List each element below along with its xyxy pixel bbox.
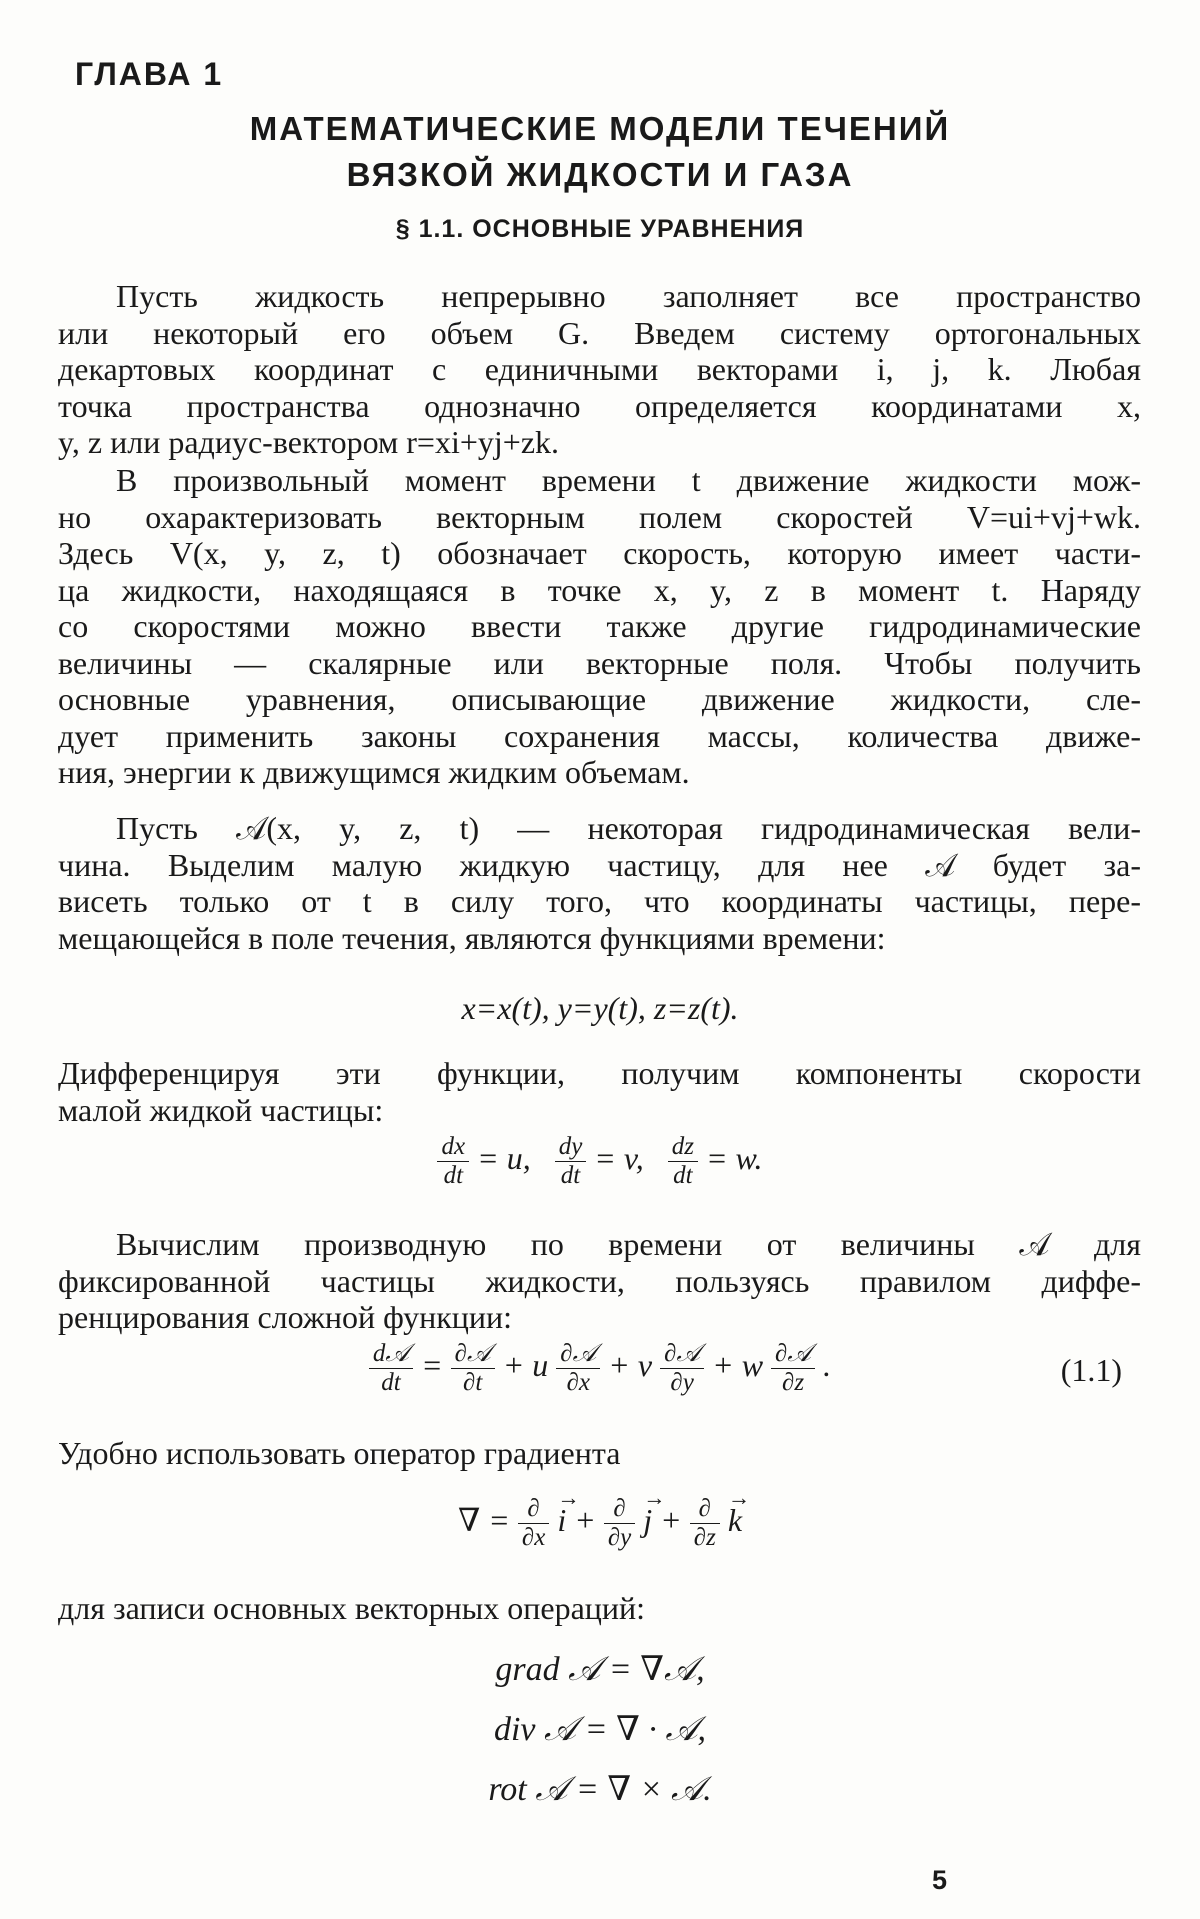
- text-line: Пусть жидкость непрерывно заполняет все пространство: [116, 278, 1141, 314]
- text-line: висеть только от t в силу того, что координаты частицы, пере-: [58, 883, 1141, 919]
- paragraph-6: [58, 1435, 1141, 1472]
- equation-1-1: $\frac{\text{d𝒜}}{dt}$ = $\frac{\text{∂𝒜}}{\partial t}$ + u $\frac{\text{∂𝒜}}{\partial x}$ + v $\frac{\text{∂𝒜}}{\partial y}$ + w $\frac{\text{∂𝒜}}{\partial z}$ . (1.1): [0, 1340, 1200, 1397]
- chapter-heading: ГЛАВА 1: [75, 56, 224, 92]
- fraction: $\frac{dz}{dt}$: [668, 1133, 698, 1190]
- text-line: ца жидкости, находящаяся в точке x, y, z в момент t. Наряду: [58, 571, 1141, 608]
- paragraph-5: [58, 1226, 1141, 1336]
- paragraph-7: [58, 1590, 1141, 1627]
- text-line: Здесь V(x, y, z, t) обозначает скорость, которую имеет части-: [58, 535, 1141, 571]
- chapter-title-line-2: ВЯЗКОЙ ЖИДКОСТИ И ГАЗА: [346, 156, 854, 193]
- fraction: $\frac{\text{d𝒜}}{dt}$: [369, 1340, 413, 1397]
- text-line: дует применить законы сохранения массы, количества движе-: [58, 717, 1141, 754]
- fraction: $\frac{\partial}{\partial z}$: [690, 1495, 720, 1552]
- equation-number: (1.1): [1060, 1352, 1122, 1388]
- text-line: величины — скалярные или векторные поля. Чтобы получить: [58, 644, 1141, 681]
- fraction: $\frac{\text{∂𝒜}}{\partial y}$: [660, 1340, 704, 1397]
- fraction: $\frac{\text{∂𝒜}}{\partial x}$: [556, 1340, 600, 1397]
- text-line: Вычислим производную по времени от величины 𝒜 для: [116, 1226, 1141, 1262]
- fraction: $\frac{dy}{dt}$: [555, 1133, 587, 1190]
- paragraph-1: [58, 278, 1141, 461]
- fraction: $\frac{\partial}{\partial y}$: [604, 1495, 635, 1552]
- text-line: со скоростями можно ввести также другие гидродинамические: [58, 608, 1141, 644]
- equation-nabla: ∇ = $\frac{\partial}{\partial x}$ → i + $\frac{\partial}{\partial y}$ → j + $\frac{\partial}{\partial z}$ → k: [0, 1495, 1200, 1552]
- paragraph-3: [58, 810, 1141, 956]
- fraction: $\frac{\text{∂𝒜}}{\partial t}$: [451, 1340, 495, 1397]
- equation-coordinates: x=x(t), y=y(t), z=z(t).: [461, 990, 739, 1026]
- section-heading: § 1.1. ОСНОВНЫЕ УРАВНЕНИЯ: [395, 215, 805, 243]
- text-line: ренцирования сложной функции:: [58, 1299, 513, 1335]
- page-number: 5: [932, 1865, 948, 1895]
- rot-formula: rot 𝒜 = ∇ × 𝒜.: [488, 1771, 712, 1808]
- text-line: точка пространства однозначно определяется координатами x,: [58, 387, 1141, 424]
- text-line: Пусть 𝒜(x, y, z, t) — некоторая гидродинамическая вели-: [116, 810, 1141, 846]
- grad-formula: grad 𝒜 = ∇𝒜,: [495, 1651, 705, 1688]
- chapter-title-line-1: МАТЕМАТИЧЕСКИЕ МОДЕЛИ ТЕЧЕНИЙ: [249, 110, 951, 147]
- text-line: фиксированной частицы жидкости, пользуясь правилом диффе-: [58, 1262, 1141, 1299]
- text-line: ния, энергии к движущимся жидким объемам.: [58, 754, 690, 790]
- div-formula: div 𝒜 = ∇ · 𝒜,: [493, 1711, 707, 1748]
- text-line: чина. Выделим малую жидкую частицу, для нее 𝒜 будет за-: [58, 846, 1141, 883]
- paragraph-4: [58, 1055, 1141, 1128]
- fraction: $\frac{dx}{dt}$: [437, 1133, 469, 1190]
- text-line: малой жидкой частицы:: [58, 1091, 384, 1128]
- text-line: мещающейся в поле течения, являются функциями времени:: [58, 919, 886, 956]
- text-line: но охарактеризовать векторным полем скоростей V=ui+vj+wk.: [58, 498, 1141, 535]
- text-line: y, z или радиус-вектором r=xi+yj+zk.: [58, 424, 560, 460]
- text-line: или некоторый его объем G. Введем систему ортогональных: [58, 314, 1141, 351]
- text-line: Дифференцируя эти функции, получим компоненты скорости: [58, 1055, 1141, 1091]
- paragraph-2: [58, 462, 1141, 791]
- text-line: В произвольный момент времени t движение жидкости мож-: [116, 462, 1141, 498]
- text-line: основные уравнения, описывающие движение жидкости, сле-: [58, 681, 1141, 717]
- text-line: для записи основных векторных операций:: [58, 1590, 646, 1626]
- fraction: $\frac{\partial}{\partial x}$: [518, 1495, 549, 1552]
- text-line: декартовых координат с единичными векторами i, j, k. Любая: [58, 351, 1141, 387]
- fraction: $\frac{\text{∂𝒜}}{\partial z}$: [771, 1340, 815, 1397]
- vector-operations: [0, 1640, 1200, 1820]
- text-line: Удобно использовать оператор градиента: [58, 1435, 621, 1471]
- equation-velocity: $\frac{dx}{dt}$ = u, $\frac{dy}{dt}$ = v, $\frac{dz}{dt}$ = w.: [0, 1133, 1200, 1190]
